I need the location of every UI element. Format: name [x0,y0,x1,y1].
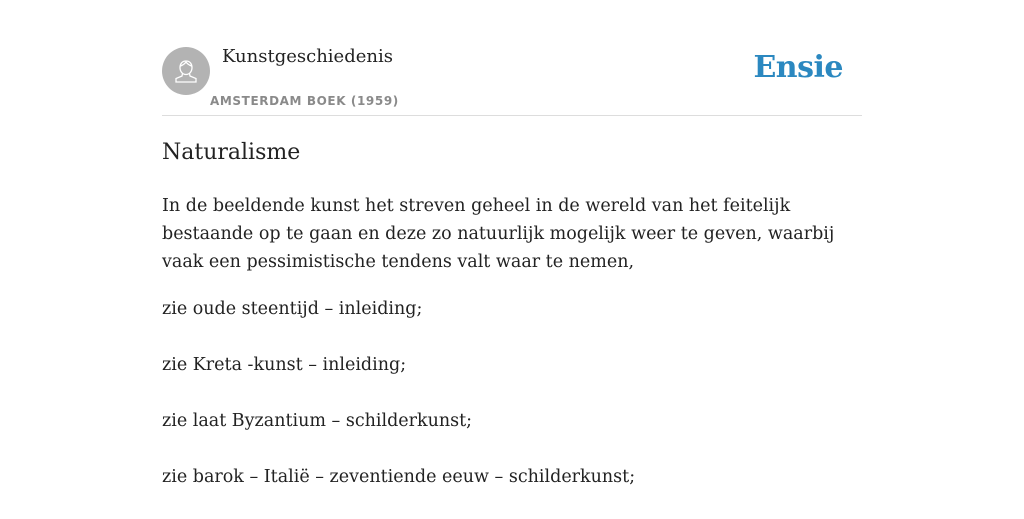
reference-list [162,295,862,519]
entry-title: Naturalisme [162,140,301,165]
book-title[interactable]: Kunstgeschiedenis [222,46,393,67]
entry-definition: In de beeldende kunst het streven geheel in de wereld van het feitelijk bestaande op te gaan en deze zo natuurlijk mogelijk weer te geven, waarbij vaak een pessimistische tendens valt waar te nemen, [162,196,835,272]
user-silhouette-icon [171,56,201,86]
reference-item[interactable]: zie oude steentijd – inleiding; [162,299,423,319]
reference-item[interactable]: zie barok – Italië – zeventiende eeuw – schilderkunst; [162,467,636,487]
ensie-logo[interactable]: Ensie [753,50,843,85]
reference-item[interactable]: zie Kreta -kunst – inleiding; [162,355,407,375]
avatar[interactable] [162,47,210,95]
reference-item[interactable]: zie laat Byzantium – schilderkunst; [162,411,473,431]
header [162,0,862,116]
book-source: AMSTERDAM BOEK (1959) [210,94,399,108]
page [162,0,862,487]
